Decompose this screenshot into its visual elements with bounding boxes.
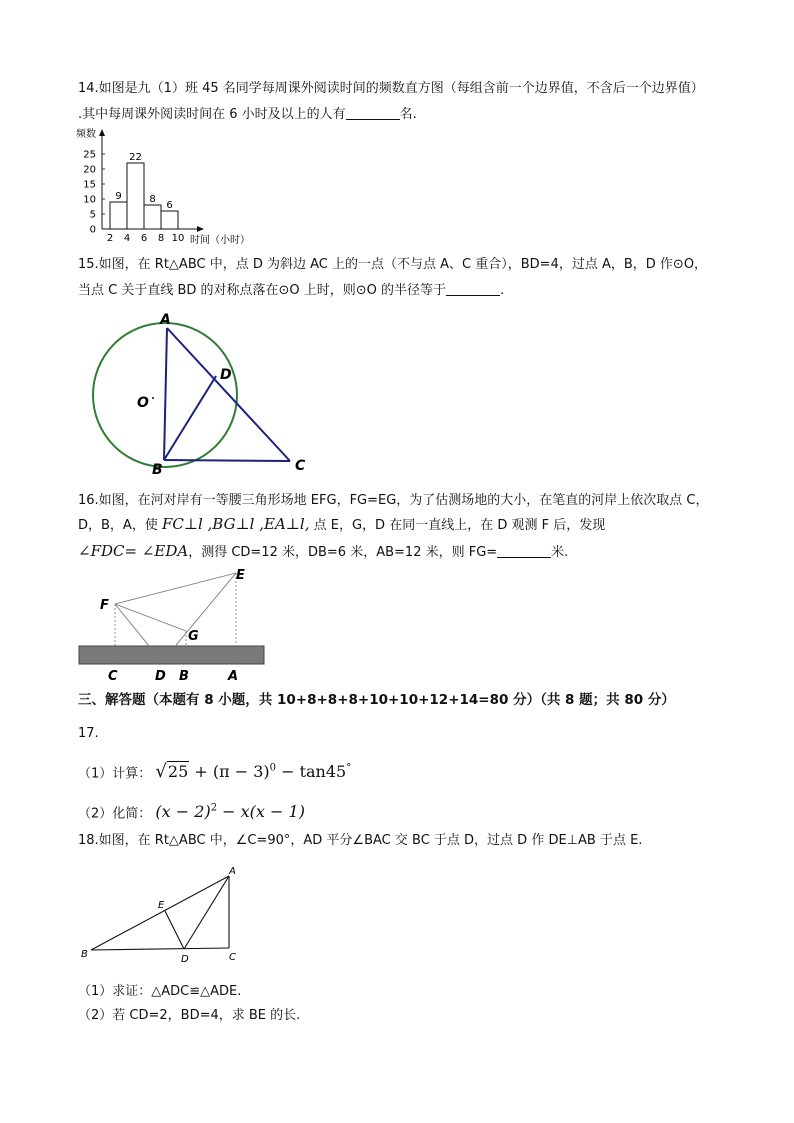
y-tick-label: 10 <box>83 194 96 206</box>
label-a: A <box>228 669 239 684</box>
bar-data-label: 6 <box>166 200 173 211</box>
bar-data-label: 8 <box>149 194 156 205</box>
q17-part1-label: （1）计算： <box>78 766 152 782</box>
label-d: D <box>220 367 232 383</box>
expr-product-part: − x(x − 1) <box>222 802 305 822</box>
label-c: C <box>295 458 306 474</box>
q14-text-line2-pre: .其中每周课外阅读时间在 6 小时及以上的人有 <box>78 107 346 122</box>
x-tick-label: 10 <box>171 233 185 244</box>
exponent-two: 2 <box>210 803 218 814</box>
q17-part1-expression: $√25 + (\pi - 3)^0 - \tan 45^\circ$ <box>155 761 352 783</box>
y-tick-label: 15 <box>83 179 96 191</box>
histogram-bar <box>161 211 178 229</box>
q16-text-line2 <box>78 515 605 535</box>
label-c: C <box>229 952 236 963</box>
label-e: E <box>236 568 245 583</box>
q16-angle-equation: ∠FDC= ∠EDA <box>78 542 189 560</box>
q17-part1 <box>78 760 351 783</box>
label-a: A <box>229 866 236 877</box>
chart-ylabel: 频数 <box>76 129 96 140</box>
q17-part2-label: （2）化简： <box>78 806 152 822</box>
x-tick-label: 6 <box>140 233 148 244</box>
segment-ab <box>164 328 167 460</box>
q16-perpendicular-conditions: FC⊥l ,BG⊥l ,EA⊥l, <box>161 515 310 533</box>
expr-pi-part: + (π − 3) <box>194 762 270 782</box>
label-d: D <box>181 954 189 965</box>
label-c: C <box>108 669 118 684</box>
segment-ad <box>184 876 229 949</box>
q17-part2 <box>78 800 305 823</box>
q16-text-line1: 16.如图，在河对岸有一等腰三角形场地 EFG，FG=EG，为了估测场地的大小，在笔直的河岸上依次取点 C， <box>78 493 709 508</box>
q17-number: 17. <box>78 726 99 741</box>
label-b: B <box>152 462 163 478</box>
q15-text-line1: 15.如图，在 Rt△ABC 中，点 D 为斜边 AC 上的一点（不与点 A、C 重合），BD=4，过点 A，B，D 作⊙O， <box>78 257 708 272</box>
expr-tan-part: − tan45 <box>281 762 347 782</box>
q14-text-line2-post: 名. <box>399 107 417 122</box>
segment-bd <box>164 376 216 460</box>
chart-x-ticks <box>107 233 185 244</box>
y-tick-label: 25 <box>83 149 96 161</box>
answer-blank <box>446 282 500 296</box>
y-tick-label: 0 <box>89 224 96 236</box>
segment-ac <box>167 328 290 461</box>
q16-text-line2-pre: D，B，A，使 <box>78 518 158 533</box>
label-b: B <box>81 949 88 960</box>
label-f: F <box>100 598 109 613</box>
x-tick-label: 8 <box>157 233 165 244</box>
q15-text-line2 <box>78 282 504 300</box>
expr-square-part: (x − 2) <box>155 802 211 822</box>
segment-ba <box>91 876 229 950</box>
label-d: D <box>155 669 166 684</box>
q16-river-figure <box>76 564 276 686</box>
degree-sign: ° <box>346 763 352 774</box>
q18-text-line1: 18.如图，在 Rt△ABC 中，∠C=90°，AD 平分∠BAC 交 BC 于点 D，过点 D 作 DE⊥AB 于点 E. <box>78 833 643 848</box>
q17-part2-expression <box>155 802 305 821</box>
label-o: O <box>137 395 149 411</box>
y-tick-label: 5 <box>89 209 96 221</box>
answer-blank <box>497 544 551 558</box>
q16-text-line3 <box>78 542 568 562</box>
center-point <box>152 397 154 399</box>
segment-bc <box>164 460 290 461</box>
y-tick-label: 20 <box>83 164 96 176</box>
q16-text-line3-body: ，测得 CD=12 米，DB=6 米，AB=12 米，则 FG= <box>188 545 498 560</box>
x-axis-arrow <box>197 226 204 232</box>
x-tick-label: 4 <box>123 233 131 244</box>
histogram-bar <box>144 205 161 229</box>
q15-text-line2-post: . <box>500 283 505 298</box>
q16-text-line2-post: 点 E，G，D 在同一直线上，在 D 观测 F 后，发现 <box>313 518 606 533</box>
label-e: E <box>158 900 165 911</box>
bar-data-label: 9 <box>115 191 122 202</box>
segment-fe <box>115 573 236 604</box>
segment-bc <box>91 948 229 950</box>
answer-blank <box>346 106 400 120</box>
x-tick-label: 2 <box>106 233 114 244</box>
label-g: G <box>188 629 199 644</box>
segment-de <box>165 911 184 949</box>
bar-data-label: 22 <box>129 152 142 163</box>
q18-triangle-figure <box>76 862 246 970</box>
frequency-histogram <box>70 126 270 246</box>
exponent-zero: 0 <box>269 763 276 774</box>
q16-text-line3-post: 米. <box>551 545 569 560</box>
chart-xlabel: 时间（小时） <box>190 235 250 246</box>
q14-text-line2 <box>78 106 417 124</box>
histogram-bar <box>127 163 144 229</box>
q15-circle-figure <box>84 308 324 478</box>
y-axis-arrow <box>99 129 105 136</box>
sqrt-radicand: 25 <box>167 762 189 782</box>
q14-text-line1: 14.如图是九（1）班 45 名同学每周课外阅读时间的频数直方图（每组含前一个边界值，不含后一个边界值） <box>78 81 704 96</box>
q18-part1: （1）求证：△ADC≌△ADE. <box>78 984 242 999</box>
histogram-bar <box>110 202 127 229</box>
label-a: A <box>160 312 171 328</box>
section-title: 三、解答题（本题有 8 小题，共 10+8+8+8+10+10+12+14=80 分）（共 8 题；共 80 分） <box>78 692 675 708</box>
label-b: B <box>179 669 189 684</box>
q18-part2: （2）若 CD=2，BD=4，求 BE 的长. <box>78 1008 301 1023</box>
q15-text-line2-pre: 当点 C 关于直线 BD 的对称点落在⊙O 上时，则⊙O 的半径等于 <box>78 283 447 298</box>
